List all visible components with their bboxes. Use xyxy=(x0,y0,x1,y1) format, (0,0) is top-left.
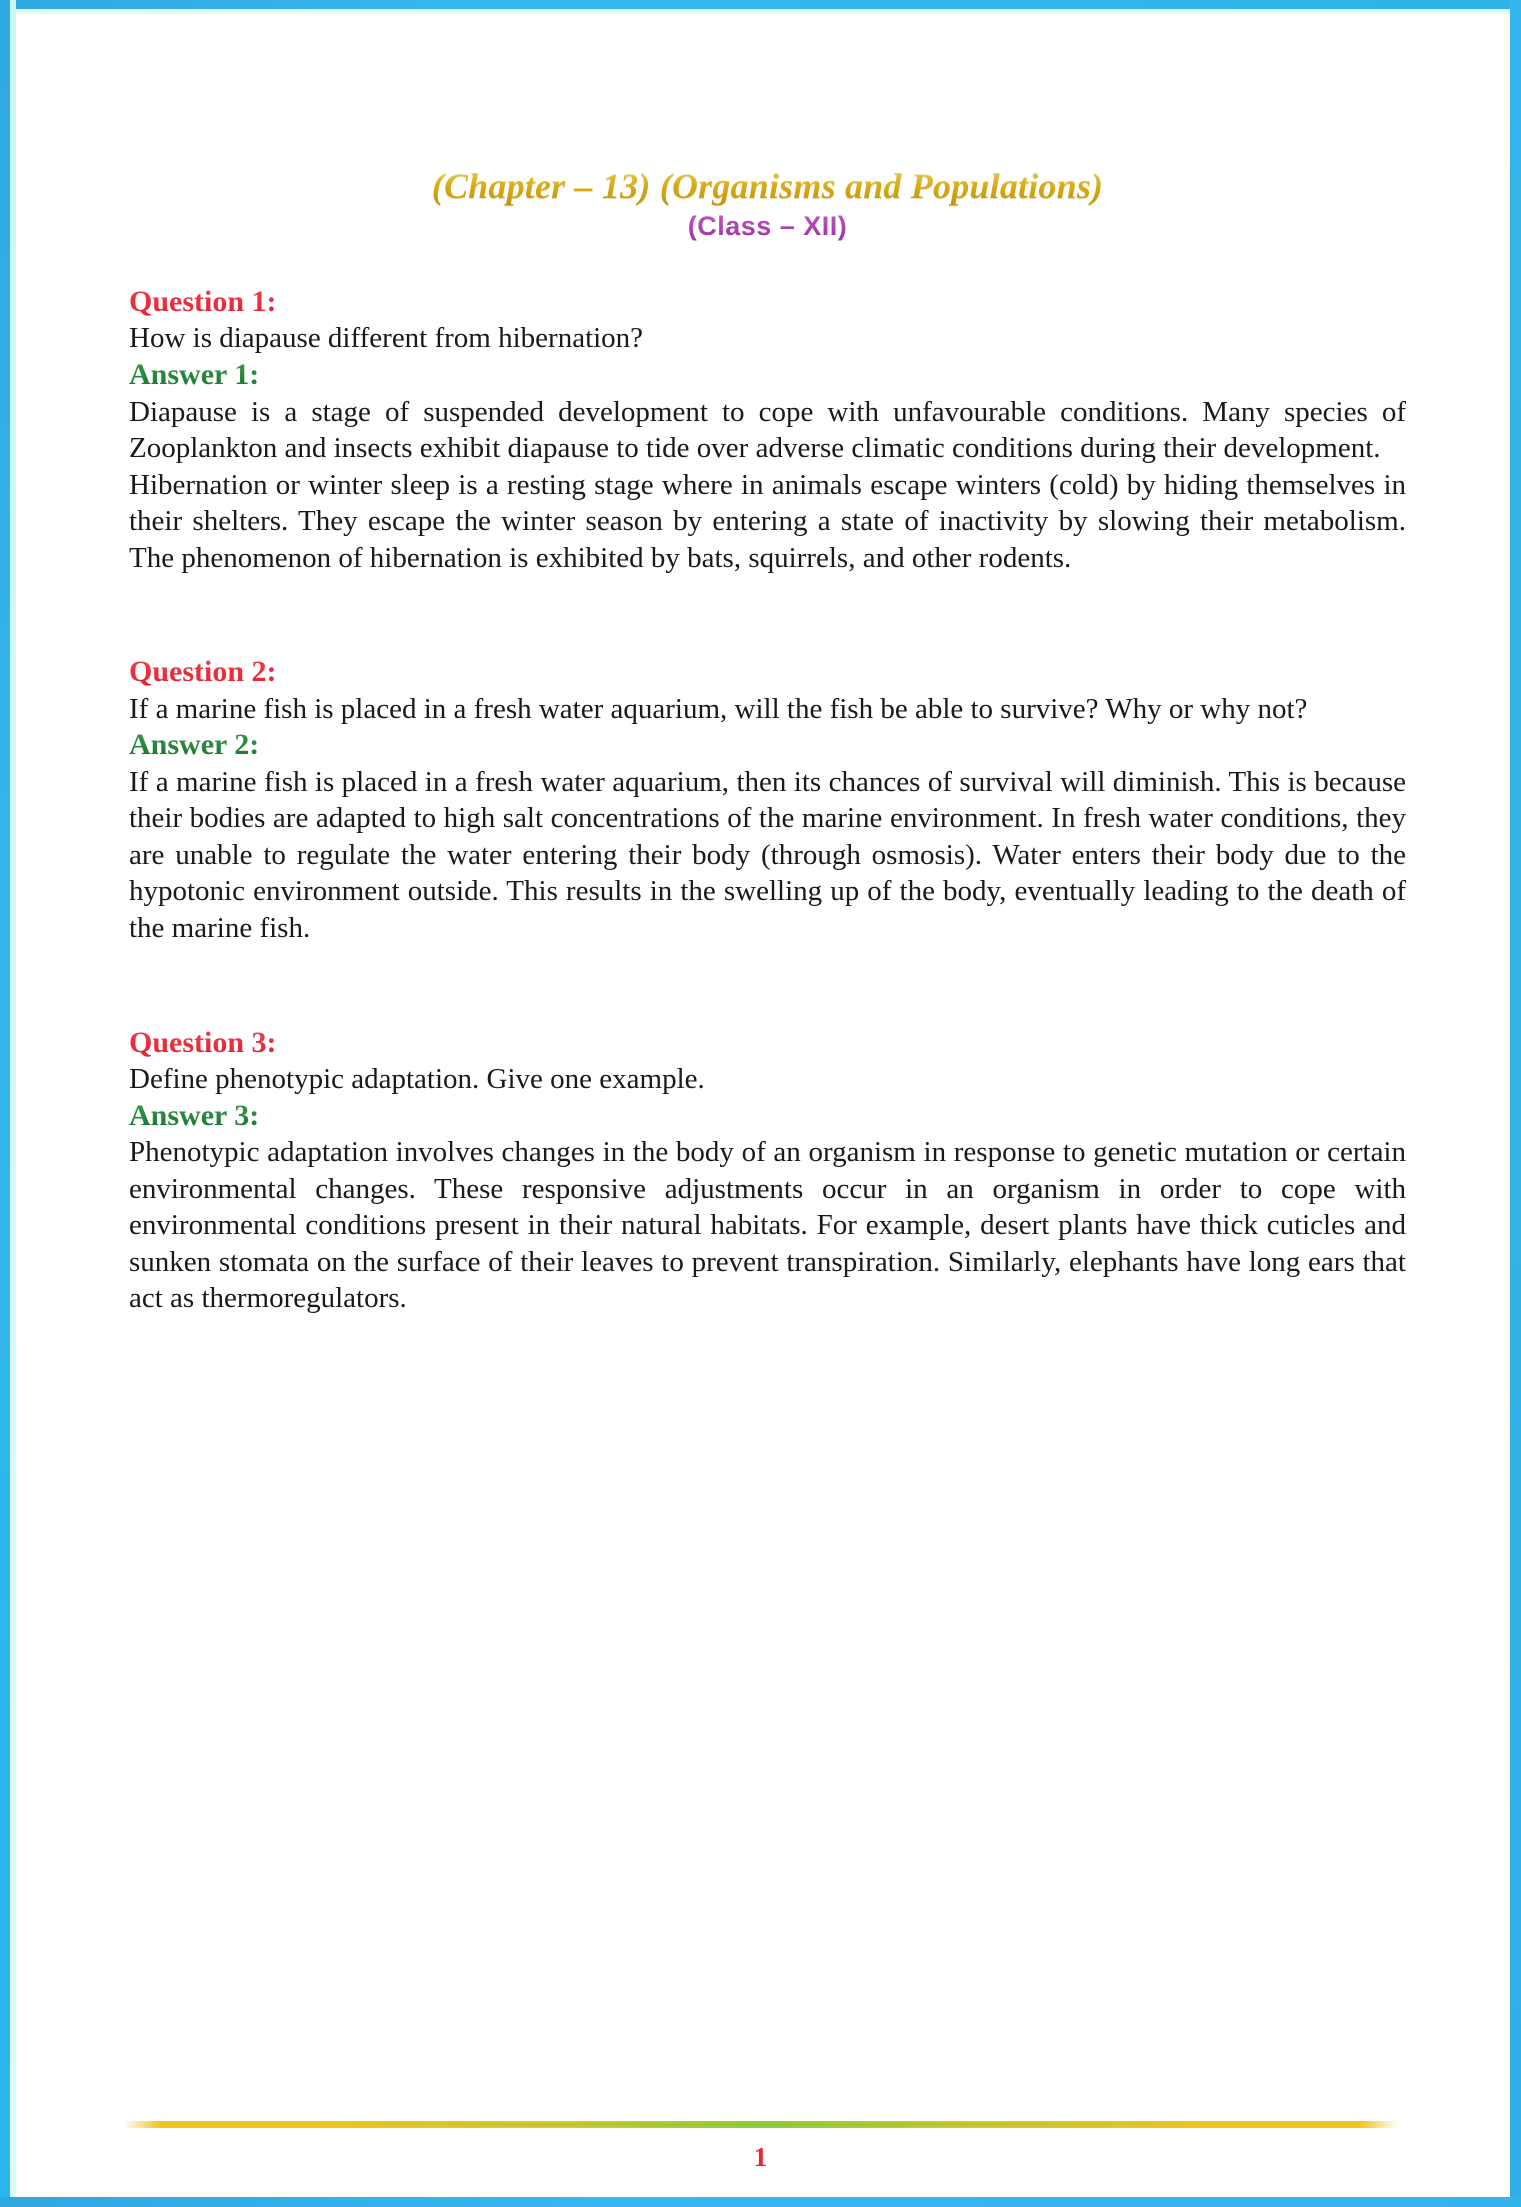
answer-paragraph-1-2: Hibernation or winter sleep is a resting stage where in animals escape winters (cold) by hiding themselves in their shelters. They escape the winter season by entering a state of inactivity by slowing their metabolism. The phenomenon of hibernation is exhibited by bats, squirrels, and other rodents. xyxy=(129,468,1406,574)
page-border-right xyxy=(1510,0,1521,2207)
question-label-3: Question 3: xyxy=(129,1025,1406,1062)
answer-label-1: Answer 1: xyxy=(129,357,1406,394)
question-label-2: Question 2: xyxy=(129,654,1406,691)
question-label-1: Question 1: xyxy=(129,284,1406,321)
answer-paragraph-1-1: Diapause is a stage of suspended development to cope with unfavourable conditions. Many species of Zooplankton and insects exhibit diapause to tide over adverse climatic conditions during their development. xyxy=(129,395,1406,465)
page-border-left-inner xyxy=(10,0,16,2207)
qa-block-3 xyxy=(129,1025,1406,1317)
qa-block-2 xyxy=(129,654,1406,946)
answer-label-3: Answer 3: xyxy=(129,1098,1406,1135)
question-text-1: How is diapause different from hibernation? xyxy=(129,322,644,355)
question-text-3: Define phenotypic adaptation. Give one example. xyxy=(129,1063,705,1096)
chapter-title: (Chapter – 13) (Organisms and Populations) xyxy=(129,168,1406,206)
question-text-2: If a marine fish is placed in a fresh water aquarium, will the fish be able to survive? Why or why not? xyxy=(129,692,1308,725)
page-border-left xyxy=(0,0,10,2207)
answer-paragraph-3-1: Phenotypic adaptation involves changes in the body of an organism in response to genetic mutation or certain environmental changes. These responsive adjustments occur in an organism in order to cope with environmental conditions present in their natural habitats. For example, desert plants have thick cuticles and sunken stomata on the surface of their leaves to prevent transpiration. Similarly, elephants have long ears that act as thermoregulators. xyxy=(129,1136,1406,1315)
answer-paragraph-2-1: If a marine fish is placed in a fresh water aquarium, then its chances of survival will diminish. This is because their bodies are adapted to high salt concentrations of the marine environment. In fresh water conditions, they are unable to regulate the water entering their body (through osmosis). Water enters their body due to the hypotonic environment outside. This results in the swelling up of the body, eventually leading to the death of the marine fish. xyxy=(129,765,1406,945)
qa-block-1 xyxy=(129,284,1406,576)
page-footer xyxy=(0,2121,1521,2173)
page-border-bottom xyxy=(0,2197,1521,2207)
footer-divider xyxy=(123,2121,1398,2128)
document-content xyxy=(129,0,1406,1317)
page-number: 1 xyxy=(753,2142,768,2172)
class-subtitle: (Class – XII) xyxy=(129,211,1406,242)
answer-label-2: Answer 2: xyxy=(129,727,1406,764)
